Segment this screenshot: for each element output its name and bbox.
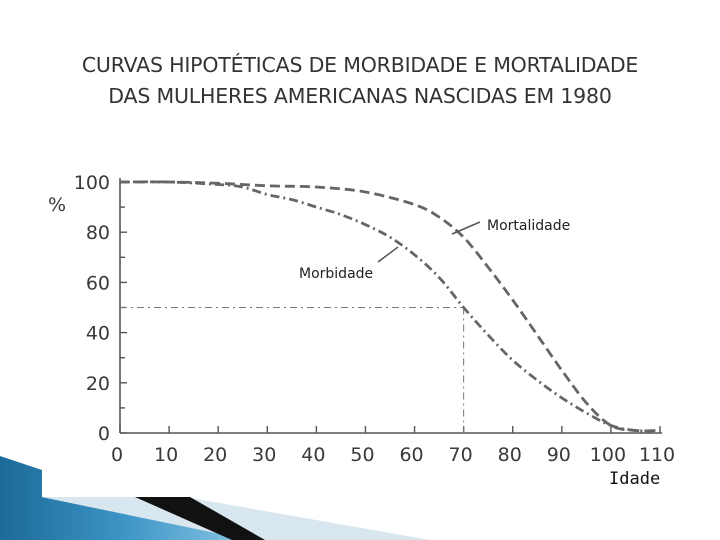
x-tick-label: 30 [252,444,277,466]
annotation-leader [378,247,398,262]
x-tick-label: 60 [399,444,424,466]
y-tick-label: 40 [85,322,110,345]
x-axis-label: Idade [609,469,661,489]
y-tick-label: 60 [85,272,110,295]
y-tick-label: 80 [85,222,110,245]
title-line-2: DAS MULHERES AMERICANAS NASCIDAS EM 1980 [108,84,612,108]
x-tick-label: 110 [638,444,676,466]
reference-lines [120,308,464,434]
x-tick-label: 20 [203,444,228,466]
x-tick-label: 40 [301,444,326,466]
footer-decoration [0,456,430,540]
x-tick-label: 50 [350,444,375,466]
series-line-mortalidade [120,182,660,431]
y-tick-label: 100 [73,172,110,194]
y-axis-label: % [48,194,67,216]
series-line-morbidade [120,182,660,431]
x-tick-label: 10 [153,444,179,466]
x-tick-label: 100 [589,444,627,466]
x-tick-label: 90 [546,444,571,466]
y-tick-label: 0 [97,423,110,445]
series-group [120,182,660,431]
annotation-mortalidade: Mortalidade [487,218,571,234]
x-tick-label: 70 [448,444,473,466]
x-tick-label: 80 [497,444,522,466]
y-tick-label: 20 [85,372,110,395]
title-line-1: CURVAS HIPOTÉTICAS DE MORBIDADE E MORTALIDADE [81,53,639,77]
annotation-leader [452,222,480,234]
annotation-morbidade: Morbidade [299,266,374,282]
x-tick-label: 0 [110,444,124,466]
axes [74,172,675,466]
